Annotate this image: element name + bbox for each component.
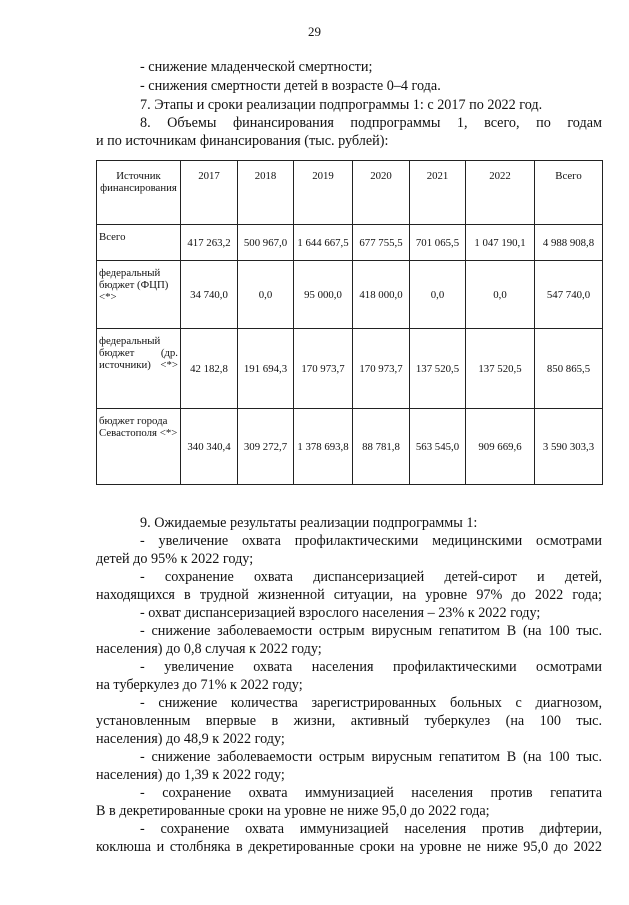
table-row xyxy=(97,261,603,329)
result-item: - снижение заболеваемости острым вирусным гепатитом В (на 100 тыс. xyxy=(140,749,602,765)
table-cell: 42 182,8 xyxy=(181,329,238,409)
table-row xyxy=(97,225,603,261)
row-source xyxy=(97,329,181,409)
table-cell: 0,0 xyxy=(410,261,466,329)
table-cell: 500 967,0 xyxy=(238,225,294,261)
table-header-row xyxy=(97,161,603,225)
result-item-cont: населения) до 48,9 к 2022 году; xyxy=(96,731,285,747)
table-cell: 309 272,7 xyxy=(238,409,294,485)
table-cell: 3 590 303,3 xyxy=(535,409,603,485)
table-cell: 95 000,0 xyxy=(294,261,353,329)
result-item: - увеличение охвата профилактическими медицинскими осмотрами xyxy=(140,533,602,549)
table-cell: 137 520,5 xyxy=(410,329,466,409)
header-total: Всего xyxy=(535,161,603,225)
result-item-cont: В в декретированные сроки на уровне не ниже 95,0 до 2022 года; xyxy=(96,803,490,819)
funding-table xyxy=(96,160,603,485)
table-row xyxy=(97,329,603,409)
row-source: федеральный бюджет (др. источники) <*> xyxy=(99,335,178,371)
result-item: - снижение количества зарегистрированных больных с диагнозом, xyxy=(140,695,602,711)
table-cell: 170 973,7 xyxy=(353,329,410,409)
header-source: Источник финансирования xyxy=(97,161,181,225)
table-row xyxy=(97,409,603,485)
result-item: - сохранение охвата иммунизацией населения против гепатита xyxy=(140,785,602,801)
result-item: - сохранение охвата диспансеризацией детей-сирот и детей, xyxy=(140,569,602,585)
result-item: - сохранение охвата иммунизацией населения против дифтерии, xyxy=(140,821,602,837)
result-item-cont: на туберкулез до 71% к 2022 году; xyxy=(96,677,303,693)
header-year: 2019 xyxy=(294,161,353,225)
section-7-stages: 7. Этапы и сроки реализации подпрограммы 1: с 2017 по 2022 год. xyxy=(140,97,543,113)
header-year: 2020 xyxy=(353,161,410,225)
result-item: - снижение заболеваемости острым вирусным гепатитом В (на 100 тыс. xyxy=(140,623,602,639)
table-cell: 1 047 190,1 xyxy=(466,225,535,261)
table-cell: 34 740,0 xyxy=(181,261,238,329)
table-cell: 1 644 667,5 xyxy=(294,225,353,261)
table-cell: 137 520,5 xyxy=(466,329,535,409)
result-item-cont: находящихся в трудной жизненной ситуации, на уровне 97% до 2022 года; xyxy=(96,587,602,603)
table-cell: 88 781,8 xyxy=(353,409,410,485)
result-item-cont: населения) до 1,39 к 2022 году; xyxy=(96,767,285,783)
header-year: 2021 xyxy=(410,161,466,225)
table-cell: 0,0 xyxy=(466,261,535,329)
result-item-cont: установленным впервые в жизни, активный туберкулез (на 100 тыс. xyxy=(96,713,602,729)
table-cell: 4 988 908,8 xyxy=(535,225,603,261)
result-item-cont: коклюша и столбняка в декретированные сроки на уровне не ниже 95,0 до 2022 xyxy=(96,839,602,855)
table-cell: 417 263,2 xyxy=(181,225,238,261)
result-item: - охват диспансеризацией взрослого населения – 23% к 2022 году; xyxy=(140,605,541,621)
section-8-funding-title: 8. Объемы финансирования подпрограммы 1, всего, по годам xyxy=(140,115,602,131)
row-source: федеральный бюджет (ФЦП) <*> xyxy=(97,261,181,329)
page-number: 29 xyxy=(308,24,321,39)
result-item-cont: населения) до 0,8 случая к 2022 году; xyxy=(96,641,322,657)
table-cell: 909 669,6 xyxy=(466,409,535,485)
table-cell: 850 865,5 xyxy=(535,329,603,409)
bullet-child-mortality: - снижения смертности детей в возрасте 0–4 года. xyxy=(140,78,441,94)
row-source: Всего xyxy=(97,225,181,261)
table-cell: 701 065,5 xyxy=(410,225,466,261)
table-cell: 563 545,0 xyxy=(410,409,466,485)
table-cell: 547 740,0 xyxy=(535,261,603,329)
table-cell: 1 378 693,8 xyxy=(294,409,353,485)
result-item: - увеличение охвата населения профилактическими осмотрами xyxy=(140,659,602,675)
table-cell: 418 000,0 xyxy=(353,261,410,329)
row-source: бюджет города Севастополя <*> xyxy=(97,409,181,485)
bullet-infant-mortality: - снижение младенческой смертности; xyxy=(140,59,373,75)
table-cell: 0,0 xyxy=(238,261,294,329)
result-item-cont: детей до 95% к 2022 году; xyxy=(96,551,254,567)
section-8-funding-title-cont: и по источникам финансирования (тыс. рублей): xyxy=(96,133,389,149)
table-cell: 170 973,7 xyxy=(294,329,353,409)
table-cell: 340 340,4 xyxy=(181,409,238,485)
section-9-results-title: 9. Ожидаемые результаты реализации подпрограммы 1: xyxy=(140,515,478,531)
table-cell: 677 755,5 xyxy=(353,225,410,261)
header-year: 2022 xyxy=(466,161,535,225)
table-cell: 191 694,3 xyxy=(238,329,294,409)
header-year: 2018 xyxy=(238,161,294,225)
header-year: 2017 xyxy=(181,161,238,225)
